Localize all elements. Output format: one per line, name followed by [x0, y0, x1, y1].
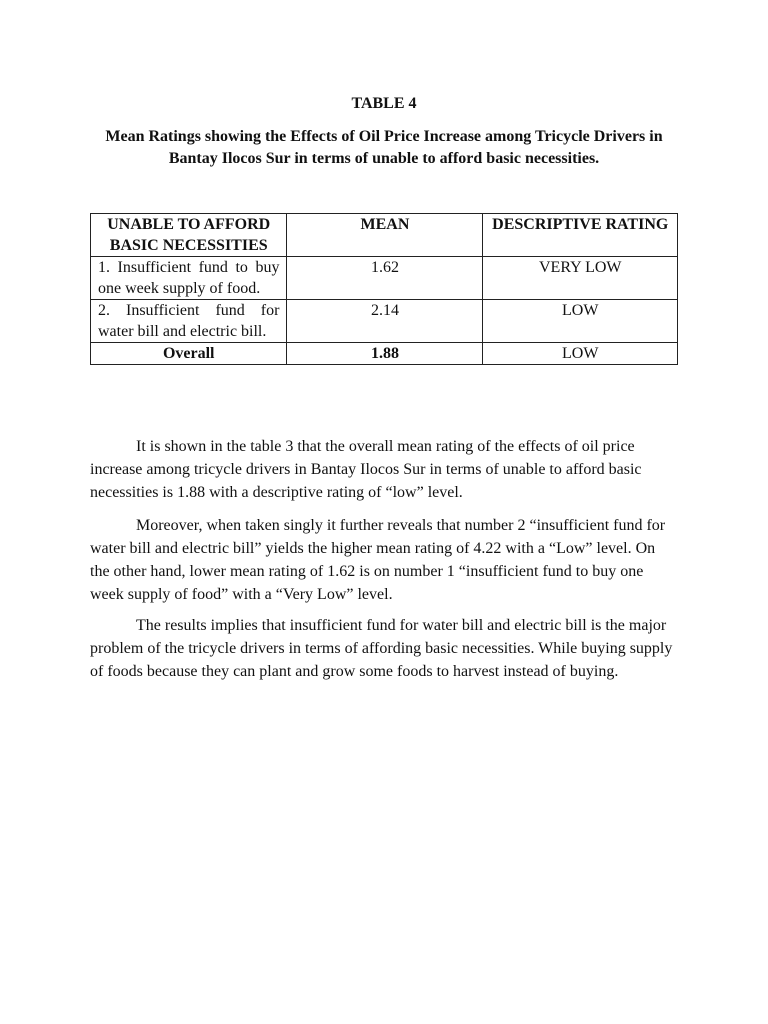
table-row	[91, 257, 678, 300]
overall-label: Overall	[91, 343, 287, 365]
row-rating: VERY LOW	[483, 257, 678, 300]
table-label: TABLE 4	[351, 95, 417, 112]
table-header-row	[91, 214, 678, 257]
row-mean: 1.62	[287, 257, 483, 300]
overall-rating: LOW	[483, 343, 678, 365]
row-rating: LOW	[483, 300, 678, 343]
paragraph-item-comparison: Moreover, when taken singly it further reveals that number 2 “insufficient fund for water bill and electric bill” yields the higher mean rating of 4.22 with a “Low” level. On the other hand, lower mean rating of 1.62 is on number 1 “insufficient fund to buy one week supply of food” with a “Very Low” level.	[90, 517, 666, 603]
header-necessities: UNABLE TO AFFORD BASIC NECESSITIES	[91, 214, 287, 257]
table-caption: Mean Ratings showing the Effects of Oil Price Increase among Tricycle Drivers in Bantay Ilocos Sur in terms of unable to afford basic necessities.	[105, 128, 663, 167]
row-item: 2. Insufficient fund for water bill and electric bill.	[91, 300, 287, 343]
paragraph-overall-summary: It is shown in the table 3 that the overall mean rating of the effects of oil price increase among tricycle drivers in Bantay Ilocos Sur in terms of unable to afford basic necessities is 1.88 with a descriptive rating of “low” level.	[90, 438, 642, 501]
ratings-table	[90, 213, 678, 365]
header-descriptive-rating: DESCRIPTIVE RATING	[483, 214, 678, 257]
table-row	[91, 300, 678, 343]
overall-mean: 1.88	[287, 343, 483, 365]
row-mean: 2.14	[287, 300, 483, 343]
paragraph-implications: The results implies that insufficient fund for water bill and electric bill is the major problem of the tricycle drivers in terms of affording basic necessities. While buying supply of foods because they can plant and grow some foods to harvest instead of buying.	[90, 617, 673, 680]
table-overall-row	[91, 343, 678, 365]
header-mean: MEAN	[287, 214, 483, 257]
row-item: 1. Insufficient fund to buy one week supply of food.	[91, 257, 287, 300]
